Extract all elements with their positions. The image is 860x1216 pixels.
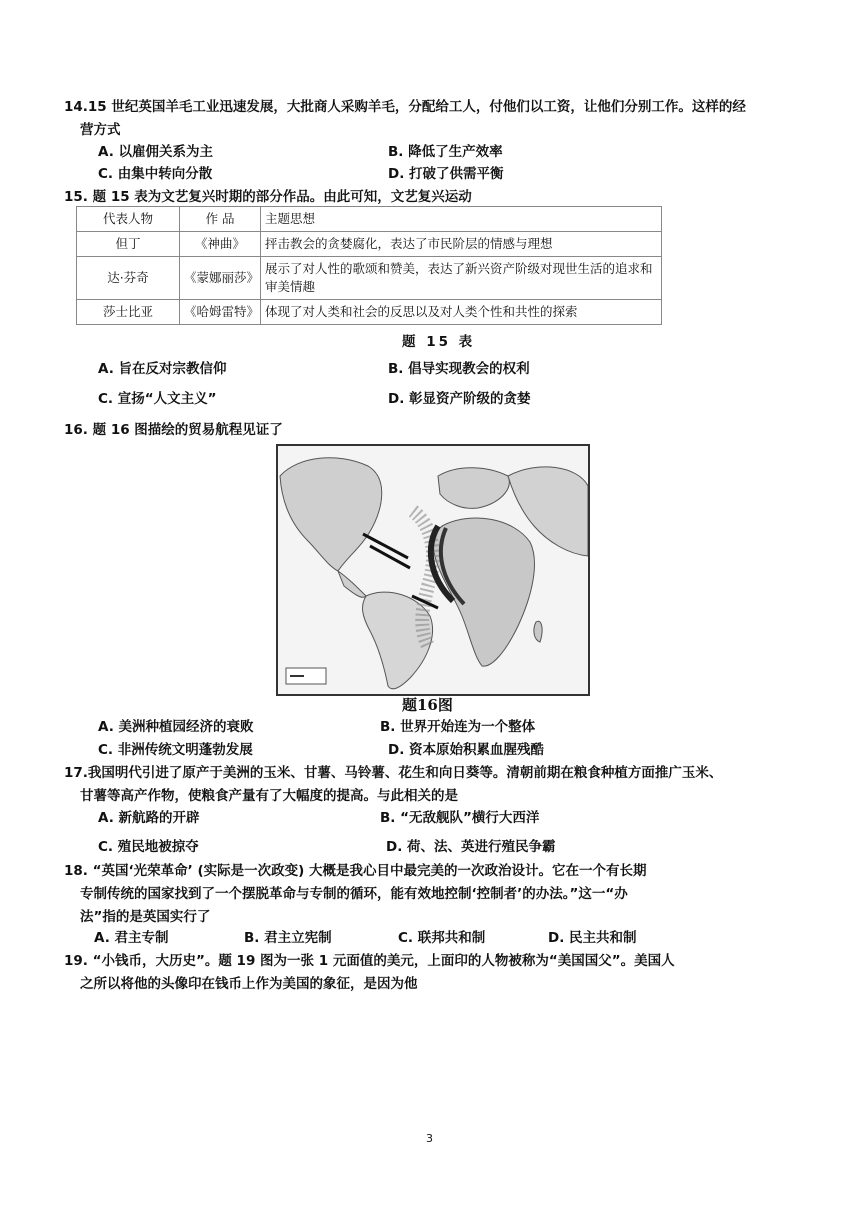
q17-option-b: B. “无敌舰队”横行大西洋 [380,810,540,826]
q16-option-c: C. 非洲传统文明蓬勃发展 [98,742,253,758]
q17-stem-line1: 17.我国明代引进了原产于美洲的玉米、甘薯、马铃薯、花生和向日葵等。清朝前期在粮食种植方面推广玉米、 [64,765,723,781]
table-cell: 体现了对人类和社会的反思以及对人类个性和共性的探索 [261,300,662,325]
table-row [77,300,662,325]
q14-stem-line2: 营方式 [80,122,121,138]
q18-stem-line1: 18. “英国‘光荣革命’ (实际是一次政变) 大概是我心目中最完美的一次政治设计。它在一个有长期 [64,863,647,879]
q15-table [76,206,662,325]
q15-option-b: B. 倡导实现教会的权利 [388,361,530,377]
q15-option-d: D. 彰显资产阶级的贪婪 [388,391,531,407]
table-row [77,257,662,300]
q18-option-b: B. 君主立宪制 [244,930,332,946]
q14-stem-line1: 14.15 世纪英国羊毛工业迅速发展，大批商人采购羊毛，分配给工人，付他们以工资，让他们分别工作。这样的经 [64,99,746,115]
table-cell: 抨击教会的贪婪腐化，表达了市民阶层的情感与理想 [261,232,662,257]
q17-option-d: D. 荷、法、英进行殖民争霸 [386,839,556,855]
q16-map-caption: 题16图 [402,696,453,714]
q15-stem: 15. 题 15 表为文艺复兴时期的部分作品。由此可知，文艺复兴运动 [64,189,472,205]
q15-table-caption: 题 15 表 [402,334,476,350]
q16-stem: 16. 题 16 图描绘的贸易航程见证了 [64,422,283,438]
q19-stem-line1: 19. “小钱币，大历史”。题 19 图为一张 1 元面值的美元，上面印的人物被称为“美国国父”。美国人 [64,953,675,969]
q14-option-c: C. 由集中转向分散 [98,166,213,182]
q14-option-b: B. 降低了生产效率 [388,144,503,160]
q19-stem-line2: 之所以将他的头像印在钱币上作为美国的象征，是因为他 [80,976,418,992]
page-number: 3 [426,1132,433,1145]
table-cell: 《哈姆雷特》 [180,300,261,325]
table-header-cell: 代表人物 [77,207,180,232]
q18-stem-line3: 法”指的是英国实行了 [80,909,211,925]
table-cell: 展示了对人性的歌颂和赞美，表达了新兴资产阶级对现世生活的追求和审美情趣 [261,257,662,300]
q17-option-c: C. 殖民地被掠夺 [98,839,199,855]
table-cell: 但丁 [77,232,180,257]
q18-stem-line2: 专制传统的国家找到了一个摆脱革命与专制的循环，能有效地控制‘控制者’的办法。”这一“办 [80,886,628,902]
q14-option-d: D. 打破了供需平衡 [388,166,504,182]
q18-option-c: C. 联邦共和制 [398,930,486,946]
table-cell: 莎士比亚 [77,300,180,325]
q17-option-a: A. 新航路的开辟 [98,810,200,826]
q15-option-c: C. 宣扬“人文主义” [98,391,217,407]
q18-option-a: A. 君主专制 [94,930,169,946]
q15-option-a: A. 旨在反对宗教信仰 [98,361,227,377]
q18-option-d: D. 民主共和制 [548,930,637,946]
q16-trade-map [276,444,590,696]
world-map-image [278,446,588,694]
q14-option-a: A. 以雇佣关系为主 [98,144,214,160]
table-cell: 《蒙娜丽莎》 [180,257,261,300]
table-header-row [77,207,662,232]
q16-option-b: B. 世界开始连为一个整体 [380,719,536,735]
q16-option-d: D. 资本原始积累血腥残酷 [388,742,545,758]
table-header-cell: 主题思想 [261,207,662,232]
table-cell: 达·芬奇 [77,257,180,300]
table-cell: 《神曲》 [180,232,261,257]
q16-option-a: A. 美洲种植园经济的衰败 [98,719,254,735]
table-header-cell: 作 品 [180,207,261,232]
q17-stem-line2: 甘薯等高产作物，使粮食产量有了大幅度的提高。与此相关的是 [80,788,458,804]
table-row [77,232,662,257]
